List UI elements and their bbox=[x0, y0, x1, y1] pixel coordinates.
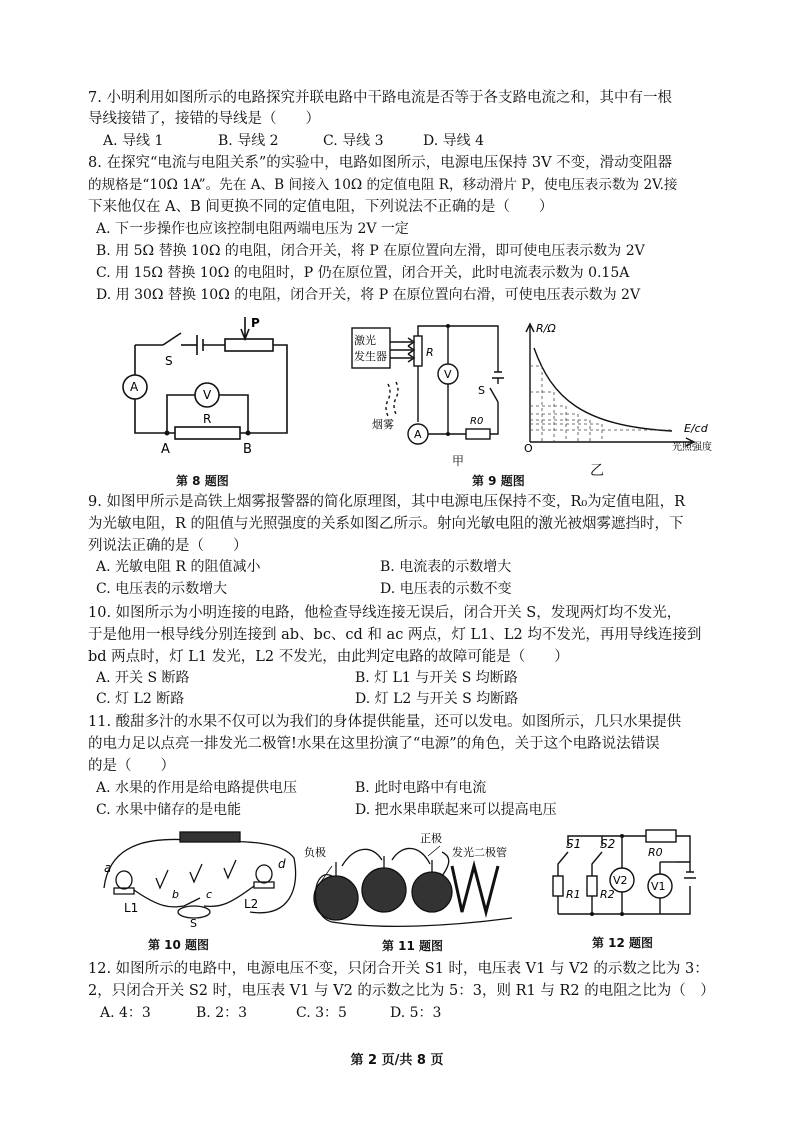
q11-option-b: B. 此时电路中有电流 bbox=[355, 780, 487, 796]
fig8-label-r: R bbox=[203, 412, 212, 426]
fig9-label-r: R bbox=[426, 346, 434, 359]
q7-option-b: B. 导线 2 bbox=[218, 133, 279, 149]
q12-option-c: C. 3：5 bbox=[296, 1005, 347, 1021]
fig9-graph-ylabel: R/Ω bbox=[536, 322, 556, 335]
q12-option-a: A. 4：3 bbox=[100, 1005, 151, 1021]
fig12-label-s2: S2 bbox=[600, 837, 616, 851]
fig10-label-a: a bbox=[104, 861, 112, 875]
fig9-graph-xlabel: E/cd bbox=[684, 422, 708, 435]
q10-stem-line-3: bd 两点时，灯 L1 发光，L2 不发光，由此判定电路的故障可能是（ ） bbox=[88, 649, 569, 665]
figure-9-sub-a: 甲 bbox=[452, 454, 465, 468]
fig12-label-s1: S1 bbox=[566, 837, 582, 851]
figure-8-caption: 第 8 题图 bbox=[176, 474, 229, 488]
fig10-label-l1: L1 bbox=[124, 901, 139, 915]
q11-stem-line-3: 的是（ ） bbox=[88, 758, 175, 774]
q7-option-c: C. 导线 3 bbox=[323, 133, 384, 149]
fig9-graph-xcaption: 光照强度 bbox=[672, 442, 712, 453]
fig9-label-laser-1: 激光 bbox=[354, 334, 376, 347]
figure-10-caption: 第 10 题图 bbox=[148, 938, 210, 952]
q7-stem-line-1: 7. 小明利用如图所示的电路探究并联电路中干路电流是否等于各支路电流之和，其中有一根 bbox=[88, 90, 672, 106]
q11-stem-line-2: 的电力足以点亮一排发光二极管!水果在这里扮演了“电源”的角色，关于这个电路说法错误 bbox=[88, 736, 660, 752]
q8-option-b: B. 用 5Ω 替换 10Ω 的电阻，闭合开关，将 P 在原位置向左滑，即可使电压表示数为 2V bbox=[96, 243, 645, 259]
q8-stem-line-3: 下来他仅在 A、B 间更换不同的定值电阻，下列说法不正确的是（ ） bbox=[88, 199, 554, 215]
fig9-label-laser-2: 发生器 bbox=[354, 350, 387, 363]
figure-11-caption: 第 11 题图 bbox=[382, 939, 444, 953]
figure-11-fruit-battery bbox=[302, 826, 524, 932]
page-number: 第 2 页/共 8 页 bbox=[350, 1053, 444, 1068]
fig12-label-r0: R0 bbox=[648, 846, 663, 859]
q10-option-a: A. 开关 S 断路 bbox=[96, 670, 190, 686]
q7-stem-line-2: 导线接错了，接错的导线是（ ） bbox=[88, 111, 320, 127]
q8-stem-line-1: 8. 在探究“电流与电阻关系”的实验中，电路如图所示，电源电压保持 3V 不变，滑动变阻器 bbox=[88, 155, 673, 171]
q11-stem-line-1: 11. 酸甜多汁的水果不仅可以为我们的身体提供能量，还可以发电。如图所示，几只水果提供 bbox=[88, 714, 682, 730]
q10-option-c: C. 灯 L2 断路 bbox=[96, 691, 185, 707]
figure-9-graph bbox=[522, 318, 712, 458]
q9-option-a: A. 光敏电阻 R 的阻值减小 bbox=[96, 559, 261, 575]
q12-stem-line-2: 2，只闭合开关 S2 时，电压表 V1 与 V2 的示数之比为 5：3，则 R1 与 R2 的电阻之比为（ ） bbox=[88, 983, 715, 999]
q12-option-d: D. 5：3 bbox=[390, 1005, 442, 1021]
figure-12-caption: 第 12 题图 bbox=[592, 936, 654, 950]
q9-option-b: B. 电流表的示数增大 bbox=[380, 559, 512, 575]
q10-stem-line-1: 10. 如图所示为小明连接的电路，他检查导线连接无误后，闭合开关 S，发现两灯均不发光， bbox=[88, 605, 682, 621]
fig12-label-v1: V1 bbox=[651, 880, 666, 893]
fig10-label-b: b bbox=[172, 888, 179, 901]
fig8-terminal-b: B bbox=[243, 442, 252, 457]
figure-9-caption: 第 9 题图 bbox=[472, 474, 525, 488]
fig9-graph-origin: O bbox=[524, 442, 533, 455]
figure-8-circuit bbox=[115, 305, 305, 465]
q12-option-b: B. 2：3 bbox=[196, 1005, 248, 1021]
fig8-label-voltmeter: V bbox=[203, 388, 212, 402]
q10-option-d: D. 灯 L2 与开关 S 均断路 bbox=[355, 691, 519, 707]
q8-option-a: A. 下一步操作也应该控制电阻两端电压为 2V 一定 bbox=[96, 221, 409, 237]
fig12-label-r2: R2 bbox=[600, 888, 615, 901]
fig10-label-l2: L2 bbox=[244, 897, 259, 911]
fig11-label-negative: 负极 bbox=[304, 846, 326, 859]
q9-option-c: C. 电压表的示数增大 bbox=[96, 581, 228, 597]
q8-option-d: D. 用 30Ω 替换 10Ω 的电阻，闭合开关，将 P 在原位置向右滑，可使电压表示数为 2V bbox=[96, 287, 641, 303]
q9-stem-line-1: 9. 如图甲所示是高铁上烟雾报警器的简化原理图，其中电源电压保持不变，R₀为定值电阻，R bbox=[88, 494, 686, 510]
q12-stem-line-1: 12. 如图所示的电路中，电源电压不变，只闭合开关 S1 时，电压表 V1 与 V2 的示数之比为 3： bbox=[88, 961, 709, 977]
q11-option-a: A. 水果的作用是给电路提供电压 bbox=[96, 780, 298, 796]
fig11-label-led: 发光二极管 bbox=[452, 846, 507, 859]
fig8-label-s: S bbox=[165, 354, 173, 368]
fig10-label-s: S bbox=[190, 917, 197, 928]
fig9-label-ammeter: A bbox=[414, 428, 422, 441]
q10-stem-line-2: 于是他用一根导线分别连接到 ab、bc、cd 和 ac 两点，灯 L1、L2 均不发光，再用导线连接到 bbox=[88, 627, 702, 643]
fig9-label-smoke: 烟雾 bbox=[372, 418, 394, 431]
q11-option-c: C. 水果中储存的是电能 bbox=[96, 802, 242, 818]
figure-10-circuit bbox=[100, 828, 300, 928]
q11-option-d: D. 把水果串联起来可以提高电压 bbox=[355, 802, 557, 818]
figure-9-circuit bbox=[348, 318, 518, 458]
fig8-label-ammeter: A bbox=[130, 380, 139, 394]
fig9-label-r0: R0 bbox=[470, 416, 484, 427]
fig8-terminal-a: A bbox=[161, 442, 170, 457]
fig12-label-v2: V2 bbox=[613, 874, 628, 887]
fig12-label-r1: R1 bbox=[566, 888, 581, 901]
fig11-label-positive: 正极 bbox=[420, 832, 442, 845]
q10-option-b: B. 灯 L1 与开关 S 均断路 bbox=[355, 670, 518, 686]
fig10-label-d: d bbox=[278, 857, 286, 871]
fig9-label-s: S bbox=[478, 384, 485, 397]
figure-12-circuit bbox=[548, 828, 698, 924]
q9-option-d: D. 电压表的示数不变 bbox=[380, 581, 512, 597]
figure-9-sub-b: 乙 bbox=[590, 463, 604, 479]
fig9-label-voltmeter: V bbox=[444, 368, 452, 381]
q7-option-d: D. 导线 4 bbox=[423, 133, 484, 149]
q8-stem-line-2: 的规格是“10Ω 1A”。先在 A、B 间接入 10Ω 的定值电阻 R，移动滑片 P，使电压表示数为 2V.接 bbox=[88, 177, 678, 193]
q7-option-a: A. 导线 1 bbox=[103, 133, 164, 149]
q9-stem-line-2: 为光敏电阻，R 的阻值与光照强度的关系如图乙所示。射向光敏电阻的激光被烟雾遮挡时，下 bbox=[88, 516, 684, 532]
q9-stem-line-3: 列说法正确的是（ ） bbox=[88, 538, 248, 554]
fig10-label-c: c bbox=[206, 888, 213, 901]
q8-option-c: C. 用 15Ω 替换 10Ω 的电阻时，P 仍在原位置，闭合开关，此时电流表示数为 0.15A bbox=[96, 265, 630, 281]
fig8-label-p: P bbox=[251, 316, 260, 330]
